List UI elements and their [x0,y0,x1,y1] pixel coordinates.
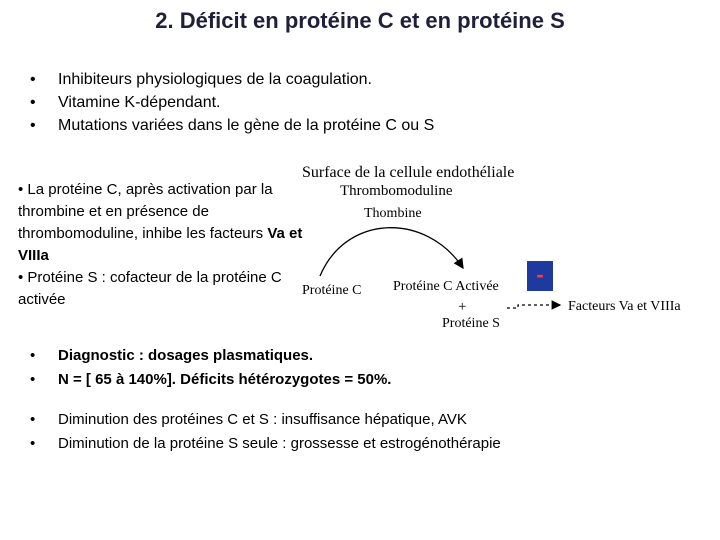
bullet-text: Vitamine K-dépendant. [58,94,221,111]
list-item [30,91,434,114]
protein-c-explanation [18,179,308,311]
diagram-thrombomoduline-label: Thrombomoduline [340,183,453,199]
diagnostic-bullet-list [30,344,391,392]
bullet-text: Diminution de la protéine S seule : grossesse et estrogénothérapie [58,435,501,452]
cofactor-text: • Protéine S : cofacteur de la protéine C activée [18,269,282,308]
list-item [30,114,434,137]
diagram-surface-label: Surface de la cellule endothéliale [302,164,515,181]
top-bullet-list [30,68,434,137]
bullet-text: Diminution des protéines C et S : insuffisance hépatique, AVK [58,411,467,428]
bullet-text: N = [ 65 à 140%]. Déficits hétérozygotes = 50%. [58,371,392,388]
diagram-proteine-s-label: Protéine S [442,316,500,331]
page-title: 2. Déficit en protéine C et en protéine S [155,8,565,33]
list-item [30,344,391,368]
inhibition-dashed-arrow [507,305,560,308]
diagram-thrombine-label: Thombine [364,206,422,221]
bullet-icon: • [30,71,36,88]
coagulation-diagram [298,158,708,336]
causes-bullet-list [30,408,501,456]
bullet-icon: • [30,371,36,388]
factors-bold-text: Va et VIIIa [18,225,303,264]
diagram-proteine-c-activee-label: Protéine C Activée [393,279,499,294]
inhibition-minus-badge: - [527,261,553,291]
list-item [30,68,434,91]
bullet-text: Mutations variées dans le gène de la protéine C ou S [58,117,435,134]
activation-arc-arrow [320,228,463,276]
bullet-icon: • [30,347,36,364]
diagram-proteine-c-label: Protéine C [302,283,362,298]
list-item [30,368,391,392]
diagram-facteurs-label: Facteurs Va et VIIIa [568,299,681,314]
list-item [30,432,501,456]
bullet-icon: • [30,435,36,452]
bullet-text: Inhibiteurs physiologiques de la coagulation. [58,71,372,88]
diagram-svg [298,158,708,336]
explanation-text: • La protéine C, après activation par la thrombine et en présence de thrombomoduline, inhibe les facteurs [18,181,273,242]
bullet-icon: • [30,411,36,428]
bullet-icon: • [30,94,36,111]
list-item [30,408,501,432]
bullet-icon: • [30,117,36,134]
diagram-plus-sign: + [458,299,467,315]
bullet-text: Diagnostic : dosages plasmatiques. [58,347,314,364]
